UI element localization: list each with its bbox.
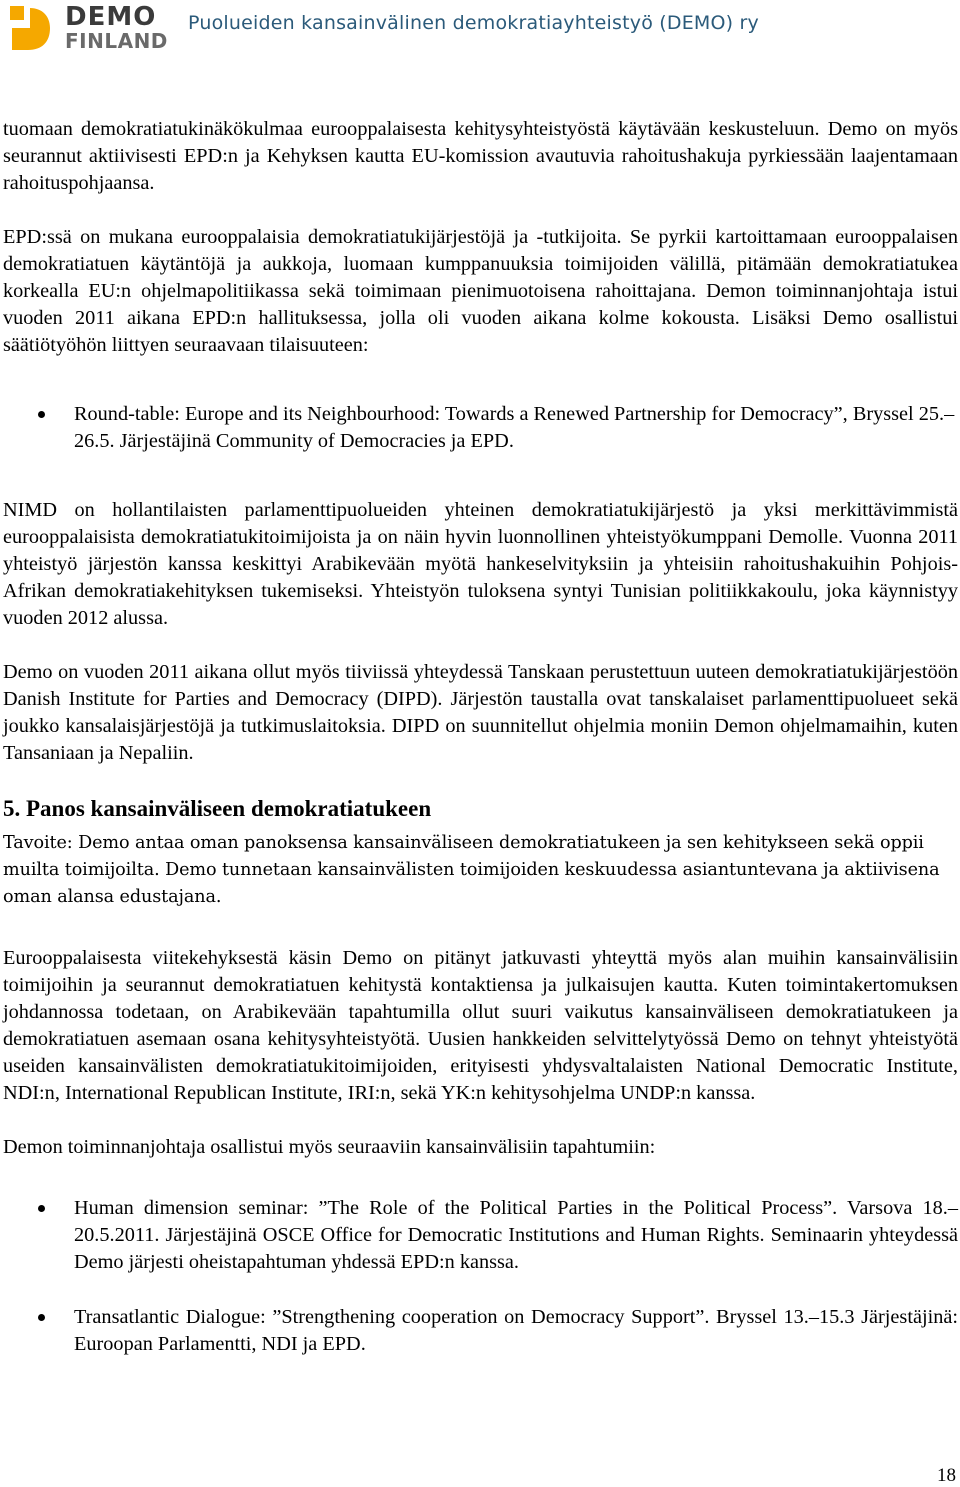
goal-paragraph: Tavoite: Demo antaa oman panoksensa kansainväliseen demokratiatukeen ja sen kehitykseen sekä oppii muilta toimijoilta. Demo tunnetaan kansainvälisten toimijoiden keskuudessa asiantuntevana ja aktiivisena oman alansa edustajana. xyxy=(3,833,940,907)
page-number: 18 xyxy=(937,1465,956,1486)
paragraph-3: NIMD on hollantilaisten parlamenttipuolueiden yhteinen demokratiatukijärjestö ja yksi merkittävimmistä eurooppalaisista demokratiatukitoimijoista ja on näin hyvin luonnollinen yhteistyökumppani Demolle. Vuonna 2011 yhteistyö järjestön kanssa keskittyi Arabikevään myötä hankeselvityksiin ja yhteisiin rahoitushakuihin Pohjois-Afrikan demokratiakehityksen tukemiseksi. Yhteistyön tuloksena syntyi Tunisian politiikkakoulu, joka käynnistyy vuoden 2012 alussa. xyxy=(3,499,958,629)
paragraph-5: Eurooppalaisesta viitekehyksestä käsin Demo on pitänyt jatkuvasti yhteyttä myös alan muihin kansainvälisiin toimijoihin ja seurannut demokratiatuen kehitystä kontaktiensa ja julkaisujen kautta. Kuten toimintakertomuksen johdannossa todetaan, on Arabikevään tapahtumilla ollut suuri vaikutus kansainväliseen demokratiatukeen ja demokratiatuen asemaan osana kehitysyhteistyötä. Uusien hankkeiden selvittelytyössä Demo on tehnyt yhteistyötä useiden kansainvälisten demokratiatukitoimijoiden, erityisesti yhdysvaltalaisten National Democratic Institute, NDI:n, International Republican Institute, IRI:n, sekä YK:n kehitysohjelma UNDP:n kanssa. xyxy=(3,947,958,1104)
bullet-icon xyxy=(38,1205,45,1212)
bullet-icon xyxy=(38,411,45,418)
header-title: Puolueiden kansainvälinen demokratiayhteistyö (DEMO) ry xyxy=(188,12,759,34)
bullet-icon xyxy=(38,1314,45,1321)
list-item-text: Human dimension seminar: ”The Role of the Political Parties in the Political Process”. Varsova 18.–20.5.2011. Järjestäjinä OSCE Office for Democratic Institutions and Human Rights. Seminaarin yhteydessä Demo järjesti oheistapahtuman yhdessä EPD:n kanssa. xyxy=(74,1197,958,1273)
section-heading: 5. Panos kansainväliseen demokratiatukeen xyxy=(3,796,432,821)
paragraph-4: Demo on vuoden 2011 aikana ollut myös tiiviissä yhteydessä Tanskaan perustettuun uuteen demokratiatukijärjestöön Danish Institute for Parties and Democracy (DIPD). Järjestön taustalla ovat tanskalaiset parlamenttipuolueet sekä joukko kansalaisjärjestöjä ja tutkimuslaitoksia. DIPD on suunnitellut ohjelmia moniin Demon ohjelmamaihin, kuten Tansaniaan ja Nepaliin. xyxy=(3,661,958,764)
logo-mark-icon xyxy=(8,4,58,54)
bullet-list-2 xyxy=(3,1195,958,1358)
list-item xyxy=(3,401,958,455)
list-item-text: Round-table: Europe and its Neighbourhood: Towards a Renewed Partnership for Democracy”, Bryssel 25.–26.5. Järjestäjinä Community of Democracies ja EPD. xyxy=(74,403,955,452)
logo-text-demo: DEMO xyxy=(65,2,157,32)
paragraph-1: tuomaan demokratiatukinäkökulmaa eurooppalaisesta kehitysyhteistyöstä käytävään keskusteluun. Demo on myös seurannut aktiivisesti EPD:n ja Kehyksen kautta EU-komission avautuvia rahoitushakuja pyrkiessään laajentamaan rahoituspohjaansa. xyxy=(3,118,958,194)
list-item xyxy=(3,1304,958,1358)
paragraph-2: EPD:ssä on mukana eurooppalaisia demokratiatukijärjestöjä ja -tutkijoita. Se pyrkii kartoittamaan eurooppalaisen demokratiatuen käytäntöjä ja aukkoja, luomaan kumppanuuksia toimijoiden välillä, pitämään demokratiatukea korkealla EU:n ohjelmapolitiikassa sekä toimimaan pienimuotoisena rahoittajana. Demon toiminnanjohtaja istui vuoden 2011 aikana EPD:n hallituksessa, jolla oli vuoden aikana kolme kokousta. Lisäksi Demo osallistui säätiötyöhön liittyen seuraavaan tilaisuuteen: xyxy=(3,226,958,356)
bullet-list-1 xyxy=(3,401,958,455)
paragraph-6: Demon toiminnanjohtaja osallistui myös seuraaviin kansainvälisiin tapahtumiin: xyxy=(3,1136,656,1158)
list-item-text: Transatlantic Dialogue: ”Strengthening cooperation on Democracy Support”. Bryssel 13.–15.3 Järjestäjinä: Euroopan Parlamentti, NDI ja EPD. xyxy=(74,1306,958,1355)
list-item xyxy=(3,1195,958,1276)
logo-text-finland: FINLAND xyxy=(65,29,168,53)
document-body xyxy=(3,116,958,1358)
demo-finland-logo xyxy=(8,2,168,54)
